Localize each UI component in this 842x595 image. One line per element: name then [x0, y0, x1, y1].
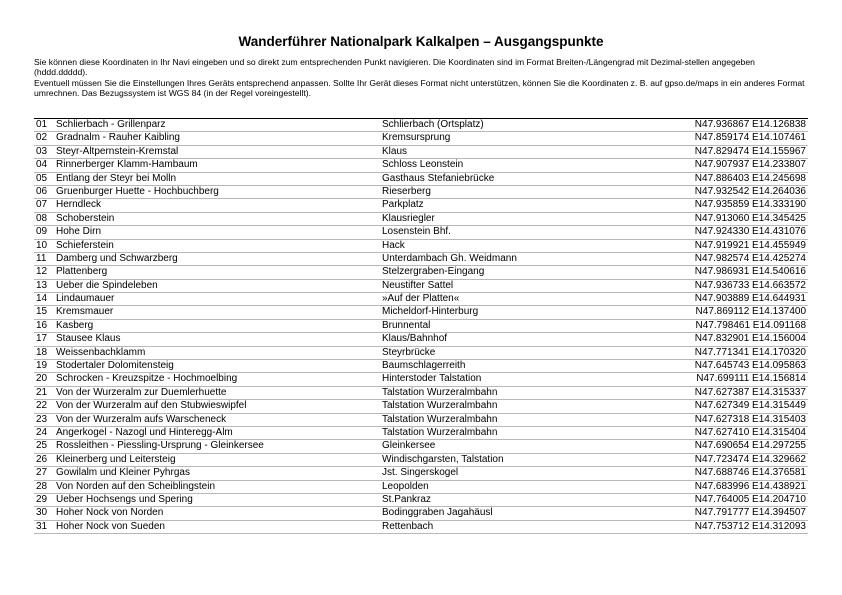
route-name: Kasberg	[56, 319, 94, 331]
coordinates: N47.683996 E14.438921	[694, 480, 806, 492]
row-number: 24	[36, 426, 48, 438]
table-row	[34, 347, 808, 360]
starting-point: Losenstein Bhf.	[382, 226, 451, 238]
coordinates: N47.764005 E14.204710	[694, 493, 806, 505]
route-name: Schoberstein	[56, 212, 115, 224]
table-row	[34, 387, 808, 400]
table-row	[34, 481, 808, 494]
table-row	[34, 186, 808, 199]
route-name: Kleinerberg und Leitersteig	[56, 453, 176, 465]
row-number: 14	[36, 293, 48, 305]
coordinates: N47.924330 E14.431076	[694, 226, 806, 238]
route-name: Schlierbach - Grillenparz	[56, 119, 166, 130]
table-row	[34, 467, 808, 480]
row-number: 09	[36, 226, 48, 238]
coordinates: N47.935859 E14.333190	[694, 199, 806, 211]
route-name: Ueber die Spindeleben	[56, 279, 158, 291]
row-number: 02	[36, 132, 48, 144]
starting-point: Parkplatz	[382, 199, 424, 211]
table-row	[34, 266, 808, 279]
route-name: Schrocken - Kreuzspitze - Hochmoelbing	[56, 373, 238, 385]
coordinates: N47.627410 E14.315404	[694, 426, 806, 438]
intro-text	[34, 57, 808, 99]
starting-point: Schloss Leonstein	[382, 159, 464, 171]
starting-point: Neustifter Sattel	[382, 279, 454, 291]
starting-point: Klaus/Bahnhof	[382, 333, 448, 345]
route-name: Hoher Nock von Sueden	[56, 520, 165, 532]
starting-point: Gleinkersee	[382, 440, 436, 452]
row-number: 10	[36, 239, 48, 251]
route-name: Herndleck	[56, 199, 102, 211]
table-row	[34, 414, 808, 427]
intro-paragraph-2: Eventuell müssen Sie die Einstellungen Ihres Geräts entsprechend anpassen. Sollte Ihr Gerät dieses Format nicht unterstützen, können Sie die Koordinaten z. B. auf gpso.de/maps in ein anderes Format umrechnen. Das Bezugssystem ist WGS 84 (in der Regel voreingestellt).	[34, 77, 805, 99]
table-row	[34, 400, 808, 413]
table-row	[34, 226, 808, 239]
coordinates: N47.791777 E14.394507	[694, 507, 806, 519]
route-name: Von Norden auf den Scheiblingstein	[56, 480, 216, 492]
starting-point: Talstation Wurzeralmbahn	[382, 413, 498, 425]
route-name: Hohe Dirn	[56, 226, 102, 238]
coordinates: N47.832901 E14.156004	[694, 333, 806, 345]
row-number: 29	[36, 493, 48, 505]
coordinates: N47.753712 E14.312093	[694, 520, 806, 532]
starting-point: »Auf der Platten«	[382, 293, 460, 305]
coordinates: N47.982574 E14.425274	[694, 252, 806, 264]
coordinates: N47.690654 E14.297255	[694, 440, 806, 452]
route-name: Stausee Klaus	[56, 333, 121, 345]
starting-point: Micheldorf-Hinterburg	[382, 306, 479, 318]
starting-point: Baumschlagerreith	[382, 360, 466, 372]
coordinates: N47.936733 E14.663572	[694, 279, 806, 291]
route-name: Gradnalm - Rauher Kaibling	[56, 132, 180, 144]
starting-point: Talstation Wurzeralmbahn	[382, 400, 498, 412]
row-number: 08	[36, 212, 48, 224]
row-number: 13	[36, 279, 48, 291]
row-number: 20	[36, 373, 48, 385]
row-number: 21	[36, 386, 48, 398]
table-row	[34, 333, 808, 346]
route-name: Stodertaler Dolomitensteig	[56, 360, 174, 372]
table-row	[34, 373, 808, 386]
coordinates: N47.903889 E14.644931	[694, 293, 806, 305]
row-number: 25	[36, 440, 48, 452]
starting-point: Rettenbach	[382, 520, 434, 532]
row-number: 30	[36, 507, 48, 519]
row-number: 23	[36, 413, 48, 425]
route-name: Hoher Nock von Norden	[56, 507, 164, 519]
table-row	[34, 360, 808, 373]
starting-point: Windischgarsten, Talstation	[382, 453, 504, 465]
starting-point: Klaus	[382, 145, 408, 157]
starting-point: Talstation Wurzeralmbahn	[382, 426, 498, 438]
table-row	[34, 240, 808, 253]
table-row	[34, 427, 808, 440]
starting-point: Steyrbrücke	[382, 346, 436, 358]
row-number: 16	[36, 319, 48, 331]
row-number: 18	[36, 346, 48, 358]
route-name: Lindaumauer	[56, 293, 115, 305]
route-name: Steyr-Altpernstein-Kremstal	[56, 145, 179, 157]
coordinates: N47.907937 E14.233807	[694, 159, 806, 171]
row-number: 01	[36, 119, 48, 130]
table-row	[34, 173, 808, 186]
route-name: Angerkogel - Nazogl und Hinteregg-Alm	[56, 426, 233, 438]
route-name: Ueber Hochsengs und Spering	[56, 493, 193, 505]
route-name: Weissenbachklamm	[56, 346, 146, 358]
starting-point: Klausriegler	[382, 212, 435, 224]
row-number: 11	[36, 252, 47, 264]
coordinates: N47.627349 E14.315449	[694, 400, 806, 412]
coordinates: N47.886403 E14.245698	[694, 172, 806, 184]
table-row	[34, 521, 808, 534]
coordinates: N47.986931 E14.540616	[694, 266, 806, 278]
coordinates: N47.936867 E14.126838	[694, 119, 806, 130]
coordinates: N47.869112 E14.137400	[695, 306, 806, 318]
table-row	[34, 159, 808, 172]
trailhead-table	[34, 118, 808, 534]
row-number: 04	[36, 159, 48, 171]
starting-point: Stelzergraben-Eingang	[382, 266, 485, 278]
route-name: Kremsmauer	[56, 306, 114, 318]
row-number: 22	[36, 400, 48, 412]
coordinates: N47.771341 E14.170320	[694, 346, 806, 358]
starting-point: Rieserberg	[382, 185, 431, 197]
starting-point: Hack	[382, 239, 405, 251]
starting-point: Schlierbach (Ortsplatz)	[382, 119, 484, 130]
table-row	[34, 213, 808, 226]
starting-point: Brunnental	[382, 319, 431, 331]
route-name: Von der Wurzeralm zur Duemlerhuette	[56, 386, 227, 398]
table-row	[34, 146, 808, 159]
coordinates: N47.859174 E14.107461	[694, 132, 806, 144]
row-number: 06	[36, 185, 48, 197]
coordinates: N47.627387 E14.315337	[694, 386, 806, 398]
route-name: Schieferstein	[56, 239, 114, 251]
row-number: 28	[36, 480, 48, 492]
table-row	[34, 280, 808, 293]
coordinates: N47.932542 E14.264036	[694, 185, 806, 197]
row-number: 27	[36, 467, 48, 479]
coordinates: N47.688746 E14.376581	[694, 467, 806, 479]
table-row	[34, 507, 808, 520]
route-name: Gruenburger Huette - Hochbuchberg	[56, 185, 219, 197]
starting-point: Unterdambach Gh. Weidmann	[382, 252, 517, 264]
route-name: Von der Wurzeralm auf den Stubwieswipfel	[56, 400, 247, 412]
starting-point: Gasthaus Stefaniebrücke	[382, 172, 495, 184]
table-row	[34, 306, 808, 319]
row-number: 19	[36, 360, 48, 372]
starting-point: Kremsursprung	[382, 132, 451, 144]
route-name: Von der Wurzeralm aufs Warscheneck	[56, 413, 227, 425]
coordinates: N47.627318 E14.315403	[694, 413, 806, 425]
row-number: 05	[36, 172, 48, 184]
coordinates: N47.645743 E14.095863	[694, 360, 806, 372]
coordinates: N47.798461 E14.091168	[695, 319, 806, 331]
table-row	[34, 293, 808, 306]
route-name: Entlang der Steyr bei Molln	[56, 172, 177, 184]
route-name: Plattenberg	[56, 266, 108, 278]
starting-point: St.Pankraz	[382, 493, 431, 505]
coordinates: N47.829474 E14.155967	[694, 145, 806, 157]
route-name: Damberg und Schwarzberg	[56, 252, 178, 264]
table-row	[34, 119, 808, 132]
table-row	[34, 132, 808, 145]
row-number: 03	[36, 145, 48, 157]
row-number: 17	[36, 333, 48, 345]
row-number: 26	[36, 453, 48, 465]
document-title: Wanderführer Nationalpark Kalkalpen – Ausgangspunkte	[238, 34, 604, 49]
starting-point: Hinterstoder Talstation	[382, 373, 482, 385]
table-row	[34, 494, 808, 507]
coordinates: N47.699111 E14.156814	[696, 373, 806, 385]
starting-point: Jst. Singerskogel	[382, 467, 459, 479]
route-name: Gowilalm und Kleiner Pyhrgas	[56, 467, 190, 479]
table-row	[34, 440, 808, 453]
coordinates: N47.913060 E14.345425	[694, 212, 806, 224]
starting-point: Talstation Wurzeralmbahn	[382, 386, 498, 398]
starting-point: Bodinggraben Jagahäusl	[382, 507, 493, 519]
table-row	[34, 253, 808, 266]
table-row	[34, 454, 808, 467]
intro-paragraph-1: Sie können diese Koordinaten in Ihr Navi eingeben und so direkt zum entsprechenden Punkt navigieren. Die Koordinaten sind im Format Breiten-/Längengrad mit Dezimal-stellen angegeben (hddd.ddddd).	[34, 57, 755, 78]
row-number: 31	[36, 520, 48, 532]
row-number: 07	[36, 199, 48, 211]
row-number: 12	[36, 266, 48, 278]
coordinates: N47.919921 E14.455949	[694, 239, 806, 251]
route-name: Rossleithen - Piessling-Ursprung - Gleinkersee	[56, 440, 264, 452]
route-name: Rinnerberger Klamm-Hambaum	[56, 159, 198, 171]
table-row	[34, 199, 808, 212]
table-row	[34, 320, 808, 333]
coordinates: N47.723474 E14.329662	[694, 453, 806, 465]
starting-point: Leopolden	[382, 480, 429, 492]
row-number: 15	[36, 306, 48, 318]
